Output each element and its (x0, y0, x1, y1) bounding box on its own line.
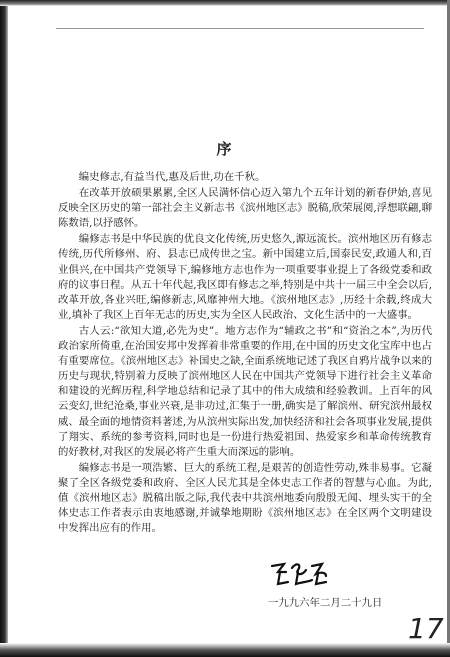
paragraph-2: 在改革开放硕果累累,全区人民满怀信心迈入第九个五年计划的新春伊始,喜见反映全区历史的第一部社会主义新志书《滨州地区志》脱稿,欣荣展阅,浮想联翩,聊陈数语,以抒感怀。 (58, 187, 432, 230)
paragraph-5: 编修志书是一项浩繁、巨大的系统工程,是艰苦的创造性劳动,殊非易事。它凝聚了全区各级党委和政府、全区人民尤其是全体史志工作者的智慧与心血。为此,值《滨州地区志》脱稿出版之际,我代表中共滨州地委向殷殷无闻、埋头实干的全体史志工作者表示由衷地感谢,并诚挚地期盼《滨州地区志》在全区两个文明建设中发挥出应有的作用。 (58, 461, 432, 535)
page-title: 序 (216, 140, 234, 158)
scan-edge-bottom (0, 643, 450, 657)
paragraph-4: 古人云:“欲知大道,必先为史”。地方志作为“辅政之书”和“资治之本”,为历代政治家所倚重,在治国安邦中发挥着非常重要的作用,在中国的历史文化宝库中也占有重要席位。《滨州地区志》补国史之缺,全面系统地记述了我区自鸦片战争以来的历史与现状,特别着力反映了滨州地区人民在中国共产党领导下进行社会主义革命和建设的光辉历程,科学地总结和记录了其中的伟大成绩和经验教训。上百年的风云变幻,世纪沧桑,事业兴衰,是非功过,汇集于一册,确实是了解滨州、研究滨州最权威、最全面的地情资料著述,为从滨州实际出发,加快经济和社会各项事业发展,提供了翔实、系统的参考资料,同时也是一份进行热爱祖国、热爱家乡和革命传统教育的好教材,对我区的发展必将产生重大而深远的影响。 (58, 324, 432, 458)
handwritten-signature (268, 558, 330, 590)
date-line: 一九九六年二月二十九日 (268, 597, 383, 609)
preface-body (58, 170, 432, 537)
handwritten-page-number: 17 (408, 612, 444, 645)
paragraph-1: 编史修志,有益当代,惠及后世,功在千秋。 (78, 171, 266, 183)
scan-edge-top (0, 0, 450, 6)
header-rule (56, 28, 424, 29)
scan-edge-left (0, 0, 8, 657)
paragraph-3: 编修志书是中华民族的优良文化传统,历史悠久,源远流长。滨州地区历有修志传统,历代所修州、府、县志已成传世之宝。新中国建立后,国泰民安,政通人和,百业俱兴,在中国共产党领导下,编修地方志也作为一项重要事业提上了各级党委和政府的议事日程。从五十年代起,我区即有修志之举,特别是中共十一届三中全会以后,改革开放,各业兴旺,编修新志,风靡神州大地。《滨州地区志》,历经十余载,终成大业,填补了我区上百年无志的历史,实为全区人民政治、文化生活中的一大盛事。 (58, 233, 432, 321)
